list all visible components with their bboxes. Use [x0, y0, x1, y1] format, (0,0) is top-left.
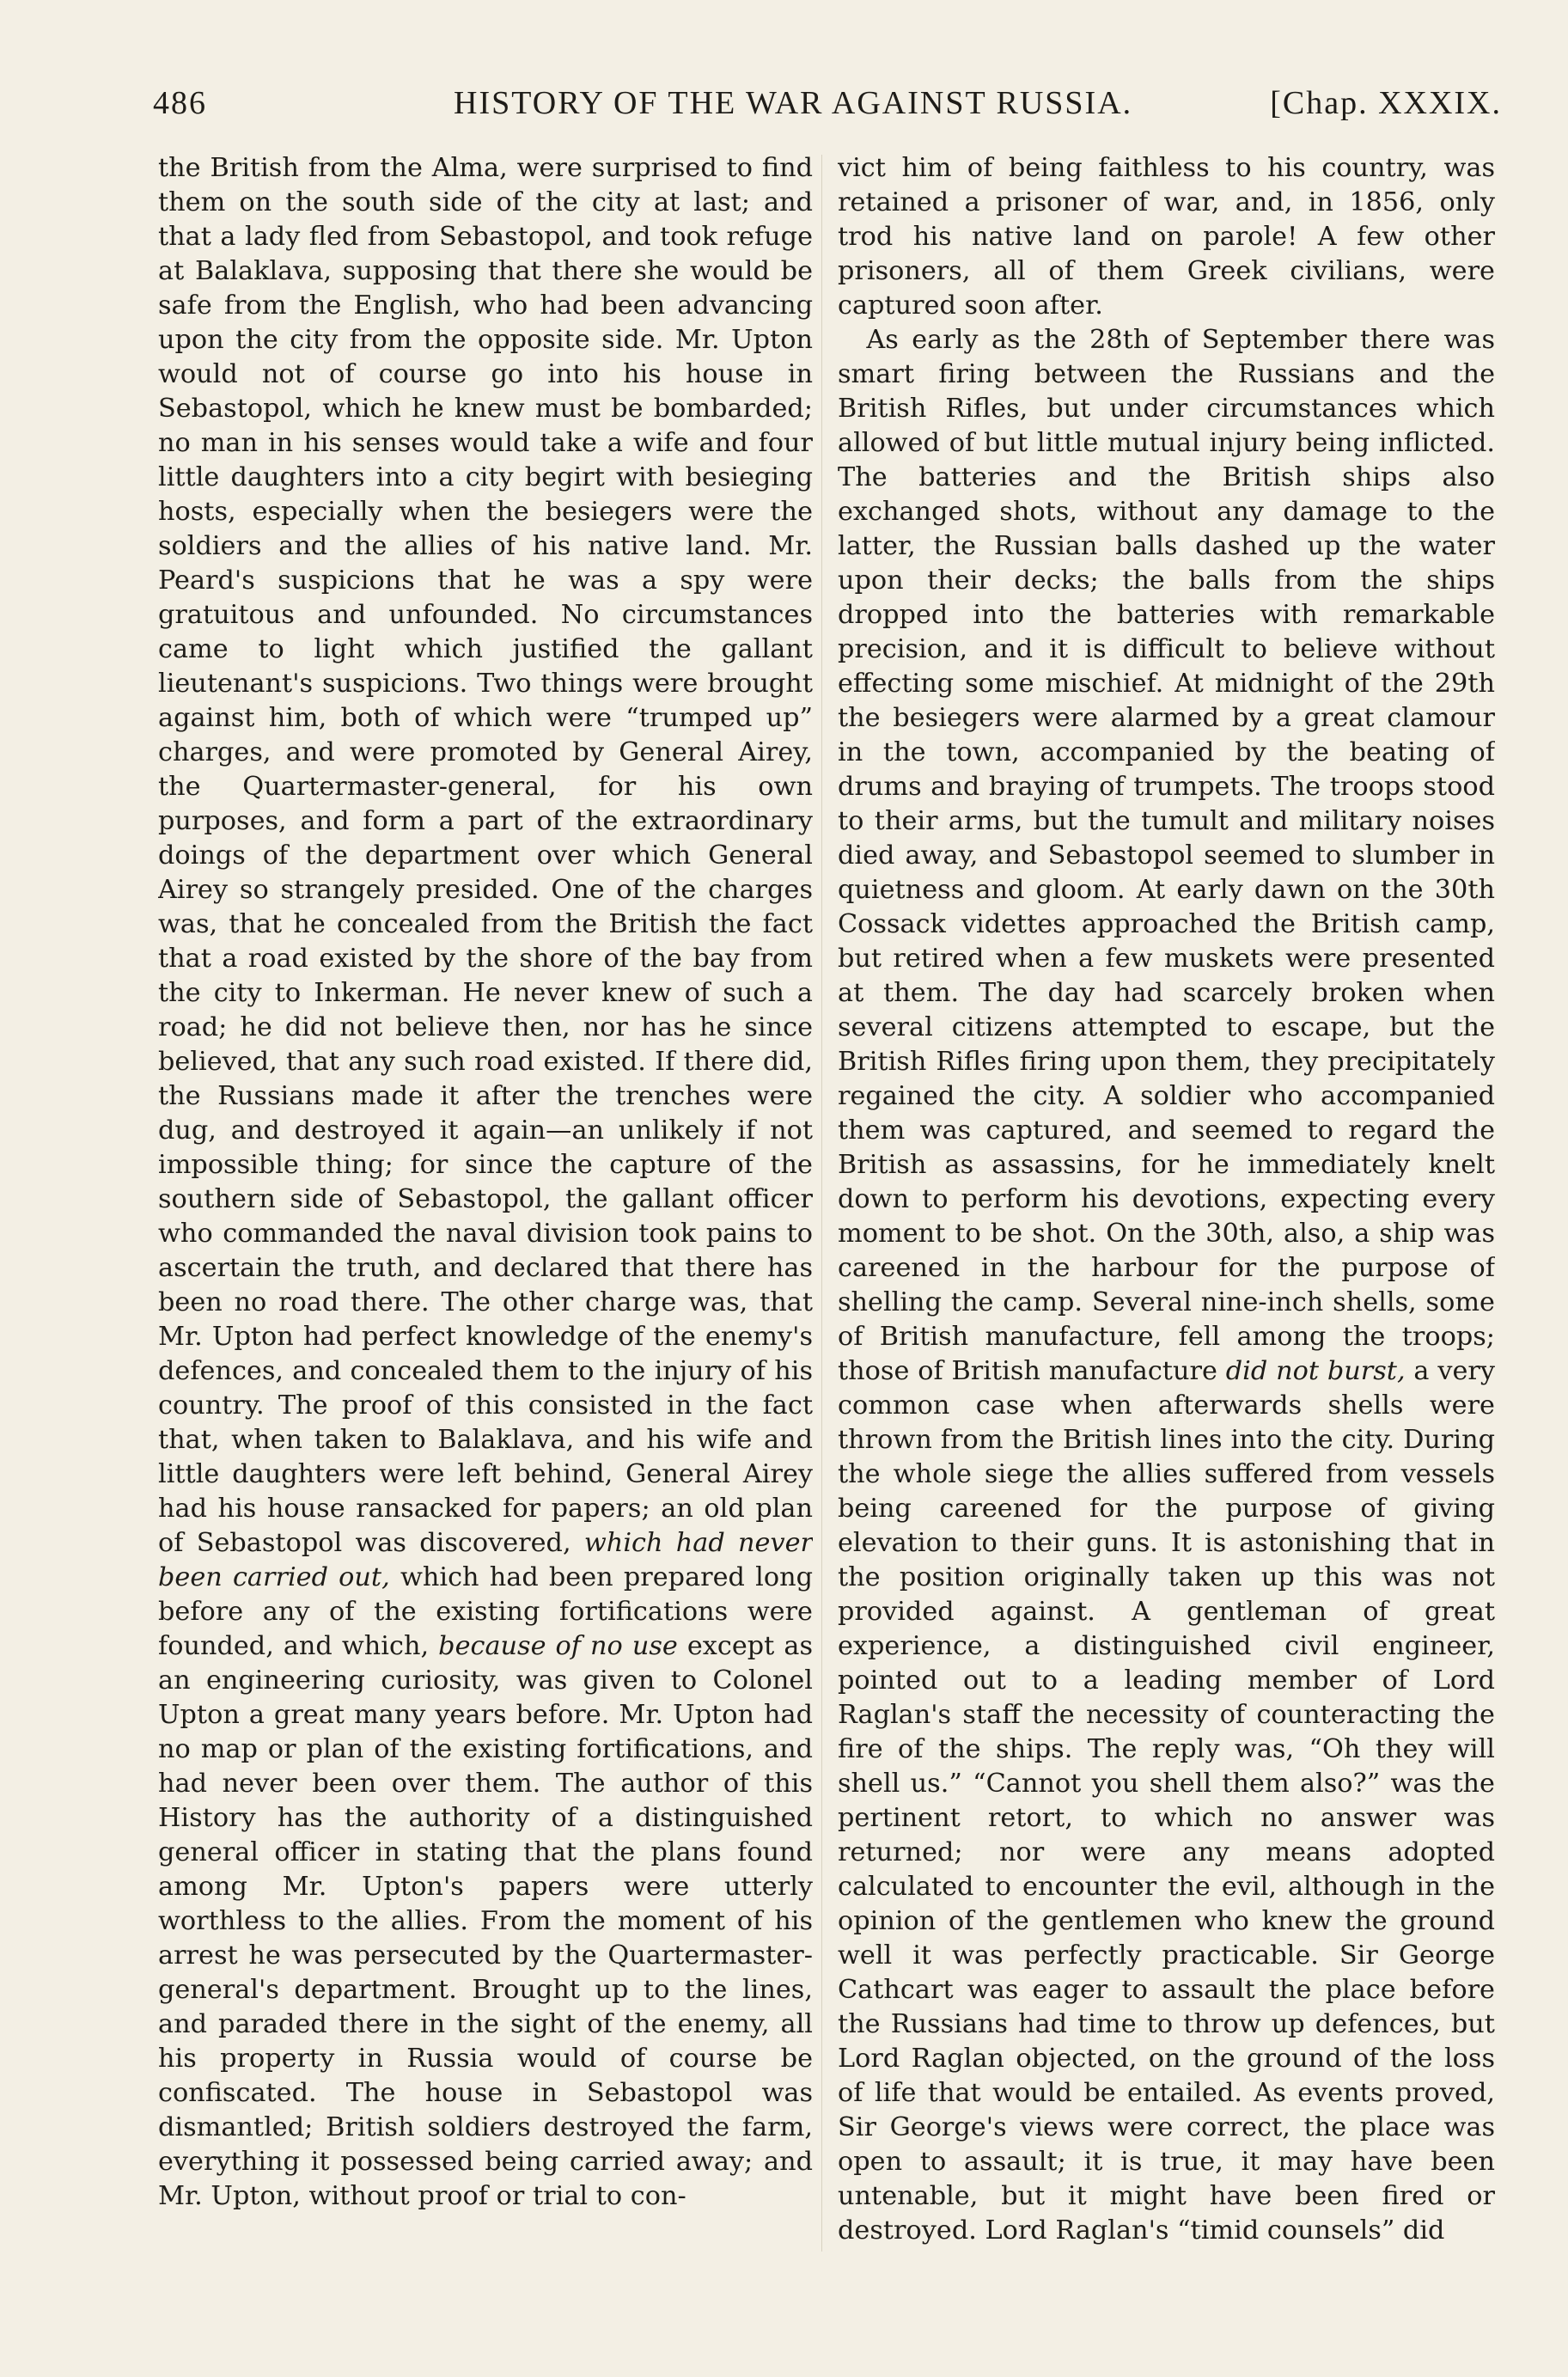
left-text-2: which had been prepared long before any of the existing fortifications were founded, and which,	[158, 1562, 813, 1661]
left-italic-1: which had never been carried out,	[158, 1528, 813, 1592]
running-title: HISTORY OF THE WAR AGAINST RUSSIA.	[454, 85, 1133, 121]
right-paragraph-2	[838, 323, 1495, 2248]
chapter-label: [Chap. XXXIX.	[1270, 85, 1502, 121]
right-text-2: a very common case when afterwards shells were thrown from the British lines into the city. During the whole siege the allies suffered from vessels being careened for the purpose of giving elevation to their guns. It is astonishing that in the position originally taken up this was not provided against. A gentleman of great experience, a distinguished civil engineer, pointed out to a leading member of Lord Raglan's staff the necessity of counteracting the fire of the ships. The reply was, “Oh they will shell us.” “Cannot you shell them also?” was the pertinent retort, to which no answer was returned; nor were any means adopted calculated to encounter the evil, although in the opinion of the gentlemen who knew the ground well it was perfectly practicable. Sir George Cathcart was eager to assault the place before the Russians had time to throw up defences, but Lord Raglan objected, on the ground of the loss of life that would be entailed. As events proved, Sir George's views were correct, the place was open to assault; it is true, it may have been untenable, but it might have been fired or destroyed. Lord Raglan's “timid counsels” did	[838, 1356, 1495, 2246]
running-header	[153, 84, 1502, 136]
page-number: 486	[153, 85, 207, 121]
column-divider	[821, 155, 822, 2252]
right-italic-1: did not burst,	[1225, 1356, 1406, 1386]
right-paragraph-1: vict him of being faithless to his country, was retained a prisoner of war, and, in 1856, only trod his native land on parole! A few other prisoners, all of them Greek civilians, were captured soon after.	[838, 153, 1495, 321]
left-text-1: the British from the Alma, were surprised to find them on the south side of the city at last; and that a lady fled from Sebastopol, and took refuge at Balaklava, supposing that there she would be safe from the English, who had been advancing upon the city from the opposite side. Mr. Upton would not of course go into his house in Sebastopol, which he knew must be bombarded; no man in his senses would take a wife and four little daughters into a city begirt with besieging hosts, especially when the besiegers were the soldiers and the allies of his native land. Mr. Peard's suspicions that he was a spy were gratuitous and unfounded. No circumstances came to light which justified the gallant lieutenant's suspicions. Two things were brought against him, both of which were “trumped up” charges, and were promoted by General Airey, the Quartermaster-general, for his own purposes, and form a part of the extraordinary doings of the department over which General Airey so strangely presided. One of the charges was, that he concealed from the British the fact that a road existed by the shore of the bay from the city to Inkerman. He never knew of such a road; he did not believe then, nor has he since believed, that any such road existed. If there did, the Russians made it after the trenches were dug, and destroyed it again—an unlikely if not impossible thing; for since the capture of the southern side of Sebastopol, the gallant officer who commanded the naval division took pains to ascertain the truth, and declared that there has been no road there. The other charge was, that Mr. Upton had perfect knowledge of the enemy's defences, and concealed them to the injury of his country. The proof of this consisted in the fact that, when taken to Balaklava, and his wife and little daughters were left behind, General Airey had his house ransacked for papers; an old plan of Sebastopol was discovered,	[158, 153, 813, 1558]
left-paragraph	[158, 151, 813, 2214]
left-column	[158, 151, 813, 2265]
left-text-3: except as an engineering curiosity, was given to Colonel Upton a great many years before. Mr. Upton had no map or plan of the existing fortifications, and had never been over them. The author of this History has the authority of a distinguished general officer in stating that the plans found among Mr. Upton's papers were utterly worthless to the allies. From the moment of his arrest he was persecuted by the Quartermaster-general's department. Brought up to the lines, and paraded there in the sight of the enemy, all his property in Russia would of course be confiscated. The house in Sebastopol was dismantled; British soldiers destroyed the farm, everything it possessed being carried away; and Mr. Upton, without proof or trial to con-	[158, 1631, 813, 2211]
right-text-1: As early as the 28th of September there was smart firing between the Russians and the British Rifles, but under circumstances which allowed of but little mutual injury being inflicted. The batteries and the British ships also exchanged shots, without any damage to the latter, the Russian balls dashed up the water upon their decks; the balls from the ships dropped into the batteries with remarkable precision, and it is difficult to believe without effecting some mischief. At midnight of the 29th the besiegers were alarmed by a great clamour in the town, accompanied by the beating of drums and braying of trumpets. The troops stood to their arms, but the tumult and military noises died away, and Sebastopol seemed to slumber in quietness and gloom. At early dawn on the 30th Cossack videttes approached the British camp, but retired when a few muskets were presented at them. The day had scarcely broken when several citizens attempted to escape, but the British Rifles firing upon them, they precipitately regained the city. A soldier who accompanied them was captured, and seemed to regard the British as assassins, for he immediately knelt down to perform his devotions, expecting every moment to be shot. On the 30th, also, a ship was careened in the harbour for the purpose of shelling the camp. Several nine-inch shells, some of British manufacture, fell among the troops; those of British manufacture	[838, 325, 1495, 1386]
right-column	[838, 151, 1495, 2265]
left-italic-2: because of no use	[438, 1631, 678, 1661]
